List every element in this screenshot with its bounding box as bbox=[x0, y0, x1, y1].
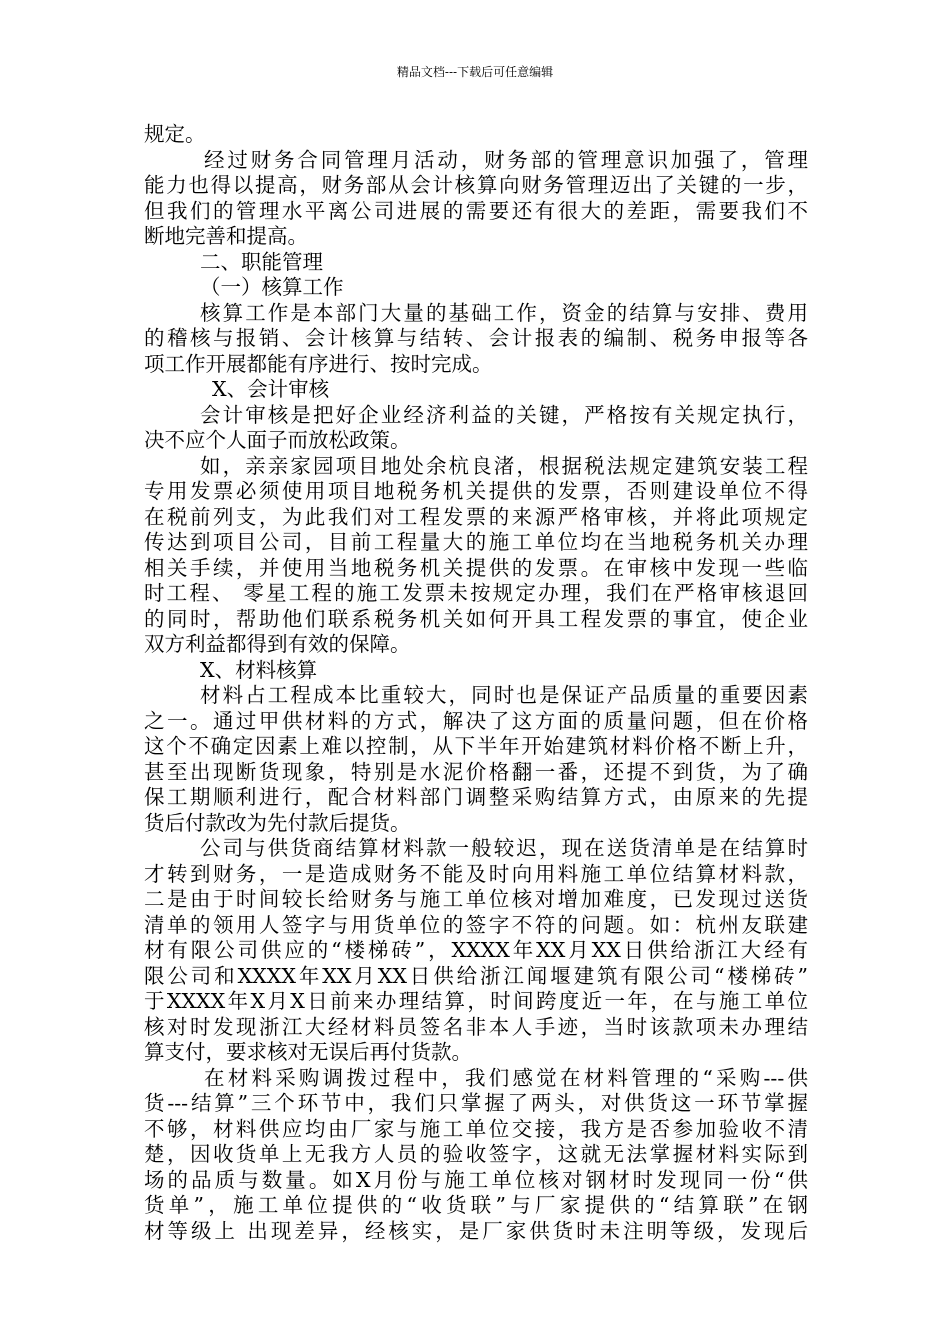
text-line: 不够，材料供应均由厂家与施工单位交接，我方是否参加验收不清 bbox=[144, 1116, 808, 1141]
text-line: 于XXXX年X月X日前来办理结算，时间跨度近一年，在与施工单位 bbox=[144, 989, 808, 1013]
text-line: 保工期顺利进行，配合材料部门调整采购结算方式，由原来的先提 bbox=[144, 785, 808, 809]
text-line: 这个不确定因素上难以控制，从下半年开始建筑材料价格不断上升， bbox=[144, 734, 808, 758]
paragraph-line: 经过财务合同管理月活动，财务部的管理意识加强了，管理 bbox=[204, 147, 808, 172]
text-line: 规定。 bbox=[144, 122, 206, 146]
paragraph-line: 公司与供货商结算材料款一般较迟，现在送货清单是在结算时 bbox=[200, 836, 808, 860]
text-line: 材等级上 出现差异，经核实，是厂家供货时未注明等级，发现后 bbox=[144, 1218, 808, 1243]
text-line: 时工程、 零星工程的施工发票未按规定办理，我们在严格审核退回 bbox=[144, 581, 808, 605]
text-line: 传达到项目公司，目前工程量大的施工单位均在当地税务机关办理 bbox=[144, 530, 808, 554]
text-line: 但我们的管理水平离公司进展的需要还有很大的差距，需要我们不 bbox=[144, 198, 808, 223]
text-line: 能力也得以提高，财务部从会计核算向财务管理迈出了关键的一步， bbox=[144, 173, 808, 197]
text-line: 清单的领用人签字与用货单位的签字不符的问题。如：杭州友联建 bbox=[144, 912, 808, 937]
subsection-heading: （一）核算工作 bbox=[200, 275, 344, 299]
text-line: 的稽核与报销、会计核算与结转、会计报表的编制、税务申报等各 bbox=[144, 326, 808, 350]
text-line: 相关手续，并使用当地税务机关提供的发票。在审核中发现一些临 bbox=[144, 555, 808, 580]
text-line: 核对时发现浙江大经材料员签名非本人手迹，当时该款项未办理结 bbox=[144, 1014, 808, 1039]
paragraph-line: 材料占工程成本比重较大，同时也是保证产品质量的重要因素 bbox=[200, 683, 808, 707]
text-line: 二是由于时间较长给财务与施工单位核对增加难度，已发现过送货 bbox=[144, 887, 808, 911]
paragraph-line: 如，亲亲家园项目地处余杭良渚，根据税法规定建筑安装工程 bbox=[200, 453, 808, 478]
paragraph-line: 核算工作是本部门大量的基础工作，资金的结算与安排、费用 bbox=[200, 300, 808, 325]
text-line: 断地完善和提高。 bbox=[144, 224, 308, 248]
text-line: 之一。通过甲供材料的方式，解决了这方面的质量问题，但在价格 bbox=[144, 708, 808, 733]
text-line: 才转到财务，一是造成财务不能及时向用料施工单位结算材料款， bbox=[144, 861, 808, 886]
text-line: 甚至出现断货现象，特别是水泥价格翻一番，还提不到货，为了确 bbox=[144, 759, 808, 784]
document-body bbox=[144, 122, 808, 1244]
item-heading: X、会计审核 bbox=[212, 377, 330, 401]
page-header: 精品文档---下载后可任意编辑 bbox=[396, 65, 554, 79]
text-line: 楚，因收货单上无我方人员的验收签字，这就无法掌握材料实际到 bbox=[144, 1142, 808, 1166]
text-line: 货单”，施工单位提供的“收货联”与厂家提供的“结算联”在钢 bbox=[144, 1193, 808, 1217]
text-line: 项工作开展都能有序进行、按时完成。 bbox=[144, 351, 493, 376]
text-line: 算支付，要求核对无误后再付货款。 bbox=[144, 1040, 472, 1064]
text-line: 在税前列支，为此我们对工程发票的来源严格审核，并将此项规定 bbox=[144, 504, 808, 529]
text-line: 材有限公司供应的“楼梯砖”，XXXX年XX月XX日供给浙江大经有 bbox=[144, 938, 808, 962]
text-line: 的同时，帮助他们联系税务机关如何开具工程发票的事宜，使企业 bbox=[144, 606, 808, 631]
section-heading: 二、职能管理 bbox=[200, 249, 323, 274]
text-line: 专用发票必须使用项目地税务机关提供的发票，否则建设单位不得 bbox=[144, 479, 808, 503]
paragraph-line: 会计审核是把好企业经济利益的关键，严格按有关规定执行， bbox=[200, 402, 808, 427]
text-line: 货后付款改为先付款后提货。 bbox=[144, 810, 411, 835]
text-line: 限公司和XXXX年XX月XX日供给浙江闻堰建筑有限公司“楼梯砖” bbox=[144, 963, 808, 988]
text-line: 货---结算”三个环节中，我们只掌握了两头，对供货这一环节掌握 bbox=[144, 1091, 808, 1115]
text-line: 双方利益都得到有效的保障。 bbox=[144, 632, 411, 656]
item-heading: X、材料核算 bbox=[200, 657, 318, 682]
text-line: 场的品质与数量。如X月份与施工单位核对钢材时发现同一份“供 bbox=[144, 1167, 808, 1192]
text-line: 决不应个人面子而放松政策。 bbox=[144, 428, 411, 452]
paragraph-line: 在材料采购调拨过程中，我们感觉在材料管理的“采购---供 bbox=[204, 1065, 808, 1090]
